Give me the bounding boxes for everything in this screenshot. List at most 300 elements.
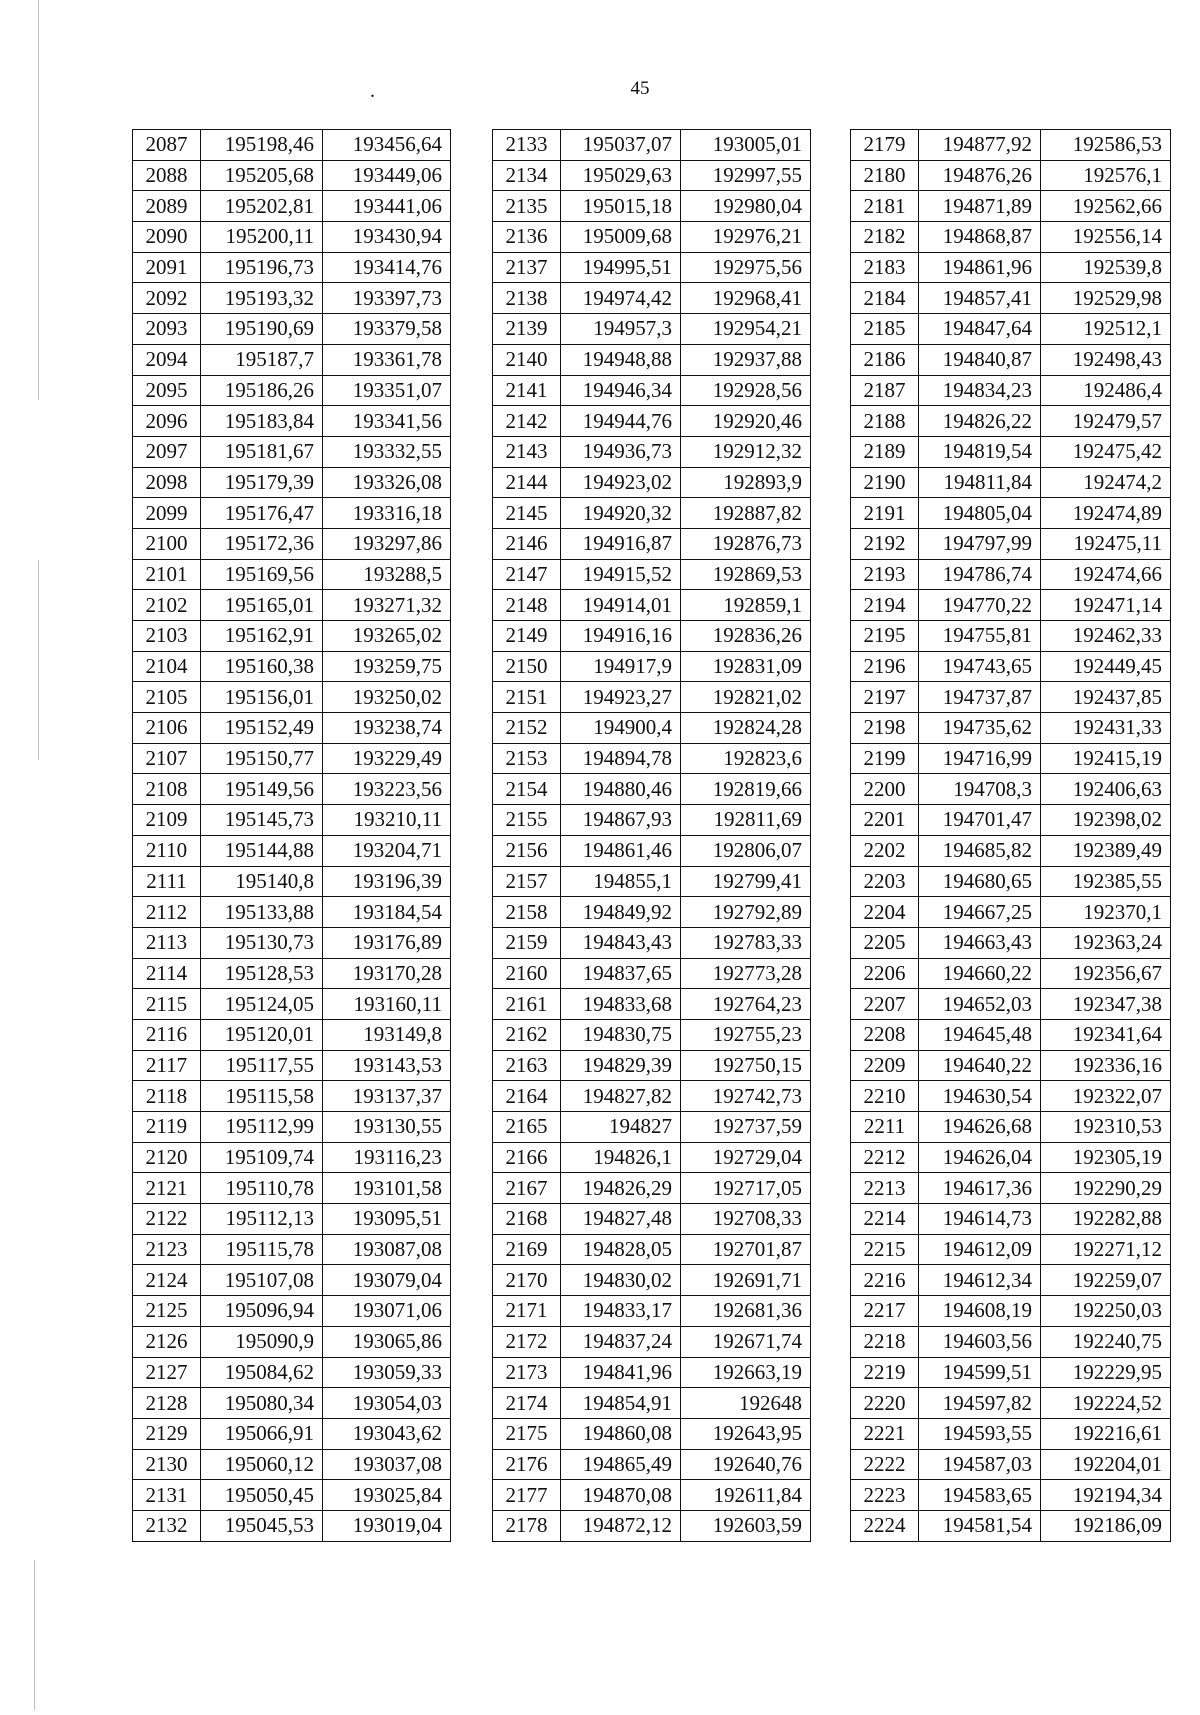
- table-row: [133, 1081, 451, 1112]
- table-row: [493, 406, 811, 437]
- x-coordinate-cell: 195029,63: [561, 160, 681, 191]
- table-row: [133, 743, 451, 774]
- x-coordinate-cell: 194630,54: [919, 1081, 1041, 1112]
- table-row: [493, 743, 811, 774]
- y-coordinate-cell: 192486,4: [1041, 375, 1171, 406]
- table-row: [133, 1480, 451, 1511]
- table-row: [851, 406, 1171, 437]
- point-number-cell: 2108: [133, 774, 201, 805]
- point-number-cell: 2113: [133, 927, 201, 958]
- point-number-cell: 2210: [851, 1081, 919, 1112]
- y-coordinate-cell: 192755,23: [681, 1019, 811, 1050]
- y-coordinate-cell: 192336,16: [1041, 1050, 1171, 1081]
- table-row: [851, 713, 1171, 744]
- x-coordinate-cell: 194667,25: [919, 897, 1041, 928]
- x-coordinate-cell: 194828,05: [561, 1234, 681, 1265]
- y-coordinate-cell: 192764,23: [681, 989, 811, 1020]
- y-coordinate-cell: 192539,8: [1041, 252, 1171, 283]
- x-coordinate-cell: 195149,56: [201, 774, 323, 805]
- y-coordinate-cell: 193149,8: [323, 1019, 451, 1050]
- table-row: [493, 866, 811, 897]
- table-row: [133, 1265, 451, 1296]
- y-coordinate-cell: 192671,74: [681, 1326, 811, 1357]
- table-row: [851, 1449, 1171, 1480]
- y-coordinate-cell: 192831,09: [681, 651, 811, 682]
- x-coordinate-cell: 194923,02: [561, 467, 681, 498]
- y-coordinate-cell: 192980,04: [681, 191, 811, 222]
- table-row: [851, 191, 1171, 222]
- y-coordinate-cell: 192475,11: [1041, 528, 1171, 559]
- y-coordinate-cell: 192356,67: [1041, 958, 1171, 989]
- x-coordinate-cell: 194865,49: [561, 1449, 681, 1480]
- table-row: [851, 252, 1171, 283]
- table-row: [133, 160, 451, 191]
- x-coordinate-cell: 194626,68: [919, 1112, 1041, 1143]
- y-coordinate-cell: 193288,5: [323, 559, 451, 590]
- x-coordinate-cell: 194612,34: [919, 1265, 1041, 1296]
- x-coordinate-cell: 195109,74: [201, 1142, 323, 1173]
- table-row: [493, 897, 811, 928]
- x-coordinate-cell: 194974,42: [561, 283, 681, 314]
- x-coordinate-cell: 194837,24: [561, 1326, 681, 1357]
- y-coordinate-cell: 192640,76: [681, 1449, 811, 1480]
- x-coordinate-cell: 195193,32: [201, 283, 323, 314]
- table-row: [851, 989, 1171, 1020]
- point-number-cell: 2178: [493, 1510, 561, 1541]
- y-coordinate-cell: 193456,64: [323, 130, 451, 161]
- x-coordinate-cell: 195165,01: [201, 590, 323, 621]
- x-coordinate-cell: 195115,58: [201, 1081, 323, 1112]
- point-number-cell: 2166: [493, 1142, 561, 1173]
- table-row: [493, 1142, 811, 1173]
- x-coordinate-cell: 194826,29: [561, 1173, 681, 1204]
- table-row: [493, 651, 811, 682]
- x-coordinate-cell: 195107,08: [201, 1265, 323, 1296]
- point-number-cell: 2205: [851, 927, 919, 958]
- y-coordinate-cell: 193430,94: [323, 222, 451, 253]
- x-coordinate-cell: 195169,56: [201, 559, 323, 590]
- point-number-cell: 2195: [851, 621, 919, 652]
- point-number-cell: 2131: [133, 1480, 201, 1511]
- table-row: [133, 191, 451, 222]
- point-number-cell: 2204: [851, 897, 919, 928]
- x-coordinate-cell: 195080,34: [201, 1388, 323, 1419]
- table-row: [851, 805, 1171, 836]
- point-number-cell: 2209: [851, 1050, 919, 1081]
- y-coordinate-cell: 193449,06: [323, 160, 451, 191]
- table-row: [493, 590, 811, 621]
- point-number-cell: 2093: [133, 314, 201, 345]
- table-row: [493, 1388, 811, 1419]
- y-coordinate-cell: 193137,37: [323, 1081, 451, 1112]
- y-coordinate-cell: 192437,85: [1041, 682, 1171, 713]
- y-coordinate-cell: 192186,09: [1041, 1510, 1171, 1541]
- point-number-cell: 2156: [493, 835, 561, 866]
- table-row: [493, 1357, 811, 1388]
- y-coordinate-cell: 192529,98: [1041, 283, 1171, 314]
- y-coordinate-cell: 192389,49: [1041, 835, 1171, 866]
- y-coordinate-cell: 192229,95: [1041, 1357, 1171, 1388]
- x-coordinate-cell: 195205,68: [201, 160, 323, 191]
- y-coordinate-cell: 193065,86: [323, 1326, 451, 1357]
- x-coordinate-cell: 194708,3: [919, 774, 1041, 805]
- coordinates-table-3: [850, 129, 1171, 1542]
- y-coordinate-cell: 192648: [681, 1388, 811, 1419]
- x-coordinate-cell: 195152,49: [201, 713, 323, 744]
- table-row: [133, 314, 451, 345]
- y-coordinate-cell: 192742,73: [681, 1081, 811, 1112]
- point-number-cell: 2219: [851, 1357, 919, 1388]
- point-number-cell: 2201: [851, 805, 919, 836]
- table-row: [493, 1050, 811, 1081]
- y-coordinate-cell: 192250,03: [1041, 1296, 1171, 1327]
- point-number-cell: 2217: [851, 1296, 919, 1327]
- point-number-cell: 2119: [133, 1112, 201, 1143]
- table-row: [851, 958, 1171, 989]
- y-coordinate-cell: 192562,66: [1041, 191, 1171, 222]
- x-coordinate-cell: 194755,81: [919, 621, 1041, 652]
- x-coordinate-cell: 194847,64: [919, 314, 1041, 345]
- point-number-cell: 2117: [133, 1050, 201, 1081]
- table-row: [133, 375, 451, 406]
- table-row: [133, 774, 451, 805]
- x-coordinate-cell: 195133,88: [201, 897, 323, 928]
- point-number-cell: 2122: [133, 1204, 201, 1235]
- table-row: [493, 528, 811, 559]
- y-coordinate-cell: 193297,86: [323, 528, 451, 559]
- y-coordinate-cell: 192663,19: [681, 1357, 811, 1388]
- x-coordinate-cell: 195145,73: [201, 805, 323, 836]
- x-coordinate-cell: 194877,92: [919, 130, 1041, 161]
- table-row: [493, 1326, 811, 1357]
- y-coordinate-cell: 192968,41: [681, 283, 811, 314]
- point-number-cell: 2134: [493, 160, 561, 191]
- x-coordinate-cell: 195186,26: [201, 375, 323, 406]
- x-coordinate-cell: 194735,62: [919, 713, 1041, 744]
- table-row: [493, 682, 811, 713]
- y-coordinate-cell: 192783,33: [681, 927, 811, 958]
- y-coordinate-cell: 193025,84: [323, 1480, 451, 1511]
- y-coordinate-cell: 192976,21: [681, 222, 811, 253]
- x-coordinate-cell: 195112,99: [201, 1112, 323, 1143]
- table-row: [851, 621, 1171, 652]
- y-coordinate-cell: 192474,89: [1041, 498, 1171, 529]
- x-coordinate-cell: 194880,46: [561, 774, 681, 805]
- point-number-cell: 2133: [493, 130, 561, 161]
- point-number-cell: 2224: [851, 1510, 919, 1541]
- x-coordinate-cell: 194946,34: [561, 375, 681, 406]
- y-coordinate-cell: 192347,38: [1041, 989, 1171, 1020]
- x-coordinate-cell: 195202,81: [201, 191, 323, 222]
- x-coordinate-cell: 194599,51: [919, 1357, 1041, 1388]
- table-row: [493, 314, 811, 345]
- point-number-cell: 2118: [133, 1081, 201, 1112]
- point-number-cell: 2106: [133, 713, 201, 744]
- y-coordinate-cell: 193184,54: [323, 897, 451, 928]
- point-number-cell: 2152: [493, 713, 561, 744]
- x-coordinate-cell: 194871,89: [919, 191, 1041, 222]
- x-coordinate-cell: 194915,52: [561, 559, 681, 590]
- x-coordinate-cell: 194944,76: [561, 406, 681, 437]
- point-number-cell: 2143: [493, 436, 561, 467]
- x-coordinate-cell: 194645,48: [919, 1019, 1041, 1050]
- point-number-cell: 2165: [493, 1112, 561, 1143]
- x-coordinate-cell: 195140,8: [201, 866, 323, 897]
- point-number-cell: 2194: [851, 590, 919, 621]
- table-row: [493, 498, 811, 529]
- x-coordinate-cell: 195120,01: [201, 1019, 323, 1050]
- coordinates-table-1: [132, 129, 451, 1542]
- coordinates-table-2: [492, 129, 811, 1542]
- x-coordinate-cell: 194617,36: [919, 1173, 1041, 1204]
- table-row: [851, 559, 1171, 590]
- table-row: [851, 1357, 1171, 1388]
- point-number-cell: 2179: [851, 130, 919, 161]
- y-coordinate-cell: 192341,64: [1041, 1019, 1171, 1050]
- x-coordinate-cell: 194861,96: [919, 252, 1041, 283]
- point-number-cell: 2087: [133, 130, 201, 161]
- y-coordinate-cell: 192806,07: [681, 835, 811, 866]
- y-coordinate-cell: 193176,89: [323, 927, 451, 958]
- x-coordinate-cell: 194854,91: [561, 1388, 681, 1419]
- x-coordinate-cell: 194612,09: [919, 1234, 1041, 1265]
- y-coordinate-cell: 193250,02: [323, 682, 451, 713]
- y-coordinate-cell: 192204,01: [1041, 1449, 1171, 1480]
- y-coordinate-cell: 192224,52: [1041, 1388, 1171, 1419]
- y-coordinate-cell: 193332,55: [323, 436, 451, 467]
- point-number-cell: 2186: [851, 344, 919, 375]
- y-coordinate-cell: 192282,88: [1041, 1204, 1171, 1235]
- point-number-cell: 2098: [133, 467, 201, 498]
- y-coordinate-cell: 192737,59: [681, 1112, 811, 1143]
- table-row: [133, 528, 451, 559]
- table-row: [133, 436, 451, 467]
- table-row: [133, 1388, 451, 1419]
- x-coordinate-cell: 195181,67: [201, 436, 323, 467]
- table-row: [851, 1480, 1171, 1511]
- y-coordinate-cell: 192611,84: [681, 1480, 811, 1511]
- x-coordinate-cell: 194797,99: [919, 528, 1041, 559]
- point-number-cell: 2127: [133, 1357, 201, 1388]
- table-row: [133, 1142, 451, 1173]
- x-coordinate-cell: 194914,01: [561, 590, 681, 621]
- point-number-cell: 2105: [133, 682, 201, 713]
- table-row: [851, 835, 1171, 866]
- table-row: [851, 927, 1171, 958]
- y-coordinate-cell: 192576,1: [1041, 160, 1171, 191]
- point-number-cell: 2177: [493, 1480, 561, 1511]
- x-coordinate-cell: 194701,47: [919, 805, 1041, 836]
- y-coordinate-cell: 192603,59: [681, 1510, 811, 1541]
- y-coordinate-cell: 192876,73: [681, 528, 811, 559]
- x-coordinate-cell: 194855,1: [561, 866, 681, 897]
- x-coordinate-cell: 194716,99: [919, 743, 1041, 774]
- table-row: [493, 958, 811, 989]
- x-coordinate-cell: 195176,47: [201, 498, 323, 529]
- table-row: [493, 1296, 811, 1327]
- x-coordinate-cell: 195090,9: [201, 1326, 323, 1357]
- point-number-cell: 2190: [851, 467, 919, 498]
- point-number-cell: 2126: [133, 1326, 201, 1357]
- point-number-cell: 2111: [133, 866, 201, 897]
- x-coordinate-cell: 195198,46: [201, 130, 323, 161]
- point-number-cell: 2182: [851, 222, 919, 253]
- table-row: [851, 1510, 1171, 1541]
- point-number-cell: 2174: [493, 1388, 561, 1419]
- table-row: [851, 1388, 1171, 1419]
- table-row: [133, 467, 451, 498]
- y-coordinate-cell: 192859,1: [681, 590, 811, 621]
- point-number-cell: 2095: [133, 375, 201, 406]
- scan-margin-line-top: [38, 0, 39, 400]
- point-number-cell: 2162: [493, 1019, 561, 1050]
- y-coordinate-cell: 193079,04: [323, 1265, 451, 1296]
- table-row: [851, 375, 1171, 406]
- scan-margin-line-mid: [38, 560, 39, 760]
- point-number-cell: 2188: [851, 406, 919, 437]
- point-number-cell: 2089: [133, 191, 201, 222]
- table-row: [851, 866, 1171, 897]
- table-row: [851, 160, 1171, 191]
- table-row: [851, 1142, 1171, 1173]
- point-number-cell: 2128: [133, 1388, 201, 1419]
- point-number-cell: 2193: [851, 559, 919, 590]
- point-number-cell: 2157: [493, 866, 561, 897]
- x-coordinate-cell: 194829,39: [561, 1050, 681, 1081]
- y-coordinate-cell: 193130,55: [323, 1112, 451, 1143]
- x-coordinate-cell: 194917,9: [561, 651, 681, 682]
- y-coordinate-cell: 193441,06: [323, 191, 451, 222]
- x-coordinate-cell: 194663,43: [919, 927, 1041, 958]
- y-coordinate-cell: 192498,43: [1041, 344, 1171, 375]
- y-coordinate-cell: 193341,56: [323, 406, 451, 437]
- table-row: [133, 344, 451, 375]
- y-coordinate-cell: 193087,08: [323, 1234, 451, 1265]
- x-coordinate-cell: 194860,08: [561, 1418, 681, 1449]
- x-coordinate-cell: 194916,87: [561, 528, 681, 559]
- table-row: [851, 1019, 1171, 1050]
- table-row: [133, 713, 451, 744]
- x-coordinate-cell: 194995,51: [561, 252, 681, 283]
- y-coordinate-cell: 192954,21: [681, 314, 811, 345]
- y-coordinate-cell: 193259,75: [323, 651, 451, 682]
- x-coordinate-cell: 195150,77: [201, 743, 323, 774]
- point-number-cell: 2167: [493, 1173, 561, 1204]
- point-number-cell: 2215: [851, 1234, 919, 1265]
- y-coordinate-cell: 193143,53: [323, 1050, 451, 1081]
- table-row: [133, 805, 451, 836]
- x-coordinate-cell: 194843,43: [561, 927, 681, 958]
- y-coordinate-cell: 193101,58: [323, 1173, 451, 1204]
- y-coordinate-cell: 192240,75: [1041, 1326, 1171, 1357]
- point-number-cell: 2198: [851, 713, 919, 744]
- y-coordinate-cell: 192792,89: [681, 897, 811, 928]
- x-coordinate-cell: 194587,03: [919, 1449, 1041, 1480]
- table-row: [133, 989, 451, 1020]
- point-number-cell: 2161: [493, 989, 561, 1020]
- y-coordinate-cell: 192479,57: [1041, 406, 1171, 437]
- y-coordinate-cell: 192773,28: [681, 958, 811, 989]
- point-number-cell: 2176: [493, 1449, 561, 1480]
- point-number-cell: 2185: [851, 314, 919, 345]
- x-coordinate-cell: 195130,73: [201, 927, 323, 958]
- x-coordinate-cell: 195084,62: [201, 1357, 323, 1388]
- y-coordinate-cell: 193019,04: [323, 1510, 451, 1541]
- y-coordinate-cell: 192997,55: [681, 160, 811, 191]
- point-number-cell: 2099: [133, 498, 201, 529]
- point-number-cell: 2181: [851, 191, 919, 222]
- x-coordinate-cell: 194827,82: [561, 1081, 681, 1112]
- table-row: [493, 252, 811, 283]
- table-row: [851, 528, 1171, 559]
- table-row: [493, 805, 811, 836]
- y-coordinate-cell: 192471,14: [1041, 590, 1171, 621]
- x-coordinate-cell: 194870,08: [561, 1480, 681, 1511]
- table-row: [493, 1081, 811, 1112]
- x-coordinate-cell: 194916,16: [561, 621, 681, 652]
- y-coordinate-cell: 193265,02: [323, 621, 451, 652]
- table-row: [133, 1449, 451, 1480]
- x-coordinate-cell: 195128,53: [201, 958, 323, 989]
- point-number-cell: 2100: [133, 528, 201, 559]
- point-number-cell: 2150: [493, 651, 561, 682]
- x-coordinate-cell: 194805,04: [919, 498, 1041, 529]
- point-number-cell: 2097: [133, 436, 201, 467]
- point-number-cell: 2112: [133, 897, 201, 928]
- point-number-cell: 2189: [851, 436, 919, 467]
- y-coordinate-cell: 192449,45: [1041, 651, 1171, 682]
- table-row: [133, 130, 451, 161]
- point-number-cell: 2109: [133, 805, 201, 836]
- table-row: [851, 436, 1171, 467]
- table-row: [493, 774, 811, 805]
- x-coordinate-cell: 194593,55: [919, 1418, 1041, 1449]
- y-coordinate-cell: 193351,07: [323, 375, 451, 406]
- x-coordinate-cell: 194660,22: [919, 958, 1041, 989]
- table-row: [493, 1204, 811, 1235]
- point-number-cell: 2206: [851, 958, 919, 989]
- point-number-cell: 2103: [133, 621, 201, 652]
- x-coordinate-cell: 195200,11: [201, 222, 323, 253]
- y-coordinate-cell: 192920,46: [681, 406, 811, 437]
- x-coordinate-cell: 195009,68: [561, 222, 681, 253]
- table-row: [133, 1357, 451, 1388]
- y-coordinate-cell: 192290,29: [1041, 1173, 1171, 1204]
- point-number-cell: 2114: [133, 958, 201, 989]
- y-coordinate-cell: 192869,53: [681, 559, 811, 590]
- point-number-cell: 2110: [133, 835, 201, 866]
- y-coordinate-cell: 192928,56: [681, 375, 811, 406]
- x-coordinate-cell: 194770,22: [919, 590, 1041, 621]
- y-coordinate-cell: 192912,32: [681, 436, 811, 467]
- y-coordinate-cell: 193037,08: [323, 1449, 451, 1480]
- point-number-cell: 2191: [851, 498, 919, 529]
- point-number-cell: 2170: [493, 1265, 561, 1296]
- y-coordinate-cell: 192937,88: [681, 344, 811, 375]
- point-number-cell: 2211: [851, 1112, 919, 1143]
- table-row: [493, 130, 811, 161]
- table-row: [133, 406, 451, 437]
- y-coordinate-cell: 193223,56: [323, 774, 451, 805]
- stray-dot: .: [370, 80, 375, 102]
- table-row: [133, 1112, 451, 1143]
- point-number-cell: 2213: [851, 1173, 919, 1204]
- table-row: [851, 130, 1171, 161]
- x-coordinate-cell: 194583,65: [919, 1480, 1041, 1511]
- table-row: [133, 283, 451, 314]
- y-coordinate-cell: 192259,07: [1041, 1265, 1171, 1296]
- point-number-cell: 2088: [133, 160, 201, 191]
